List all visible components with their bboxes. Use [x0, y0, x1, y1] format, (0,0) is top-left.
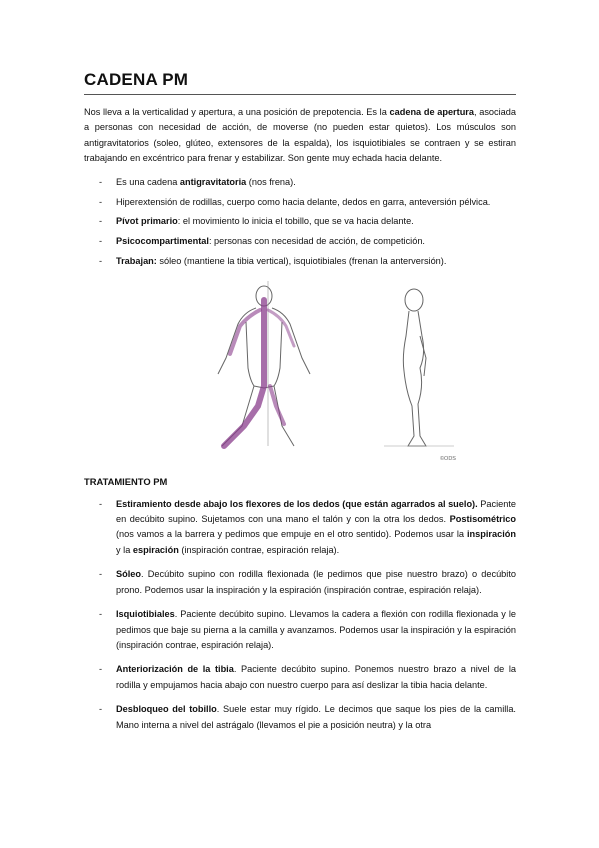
list-item: - Isquiotibiales. Paciente decúbito supino. Llevamos la cadera a flexión con rodilla flexionada y le pedimos que baje su pierna a la camilla y avanzamos. Podemos usar la inspiración y la espiración (inspiración contrae, espiración relaja).	[99, 609, 516, 650]
section-title: TRATAMIENTO PM	[84, 475, 168, 487]
list-item: - Pívot primario: el movimiento lo inicia el tobillo, que se va hacia delante.	[99, 216, 414, 227]
muscle-chain-figure	[84, 276, 516, 466]
list-item: - Trabajan: sóleo (mantiene la tibia vertical), isquiotibiales (frenan la anterversión).	[99, 256, 447, 267]
list-item: - Psicocompartimental: personas con necesidad de acción, de competición.	[99, 236, 425, 247]
list-item: - Sóleo. Decúbito supino con rodilla flexionada (le pedimos que pise nuestro brazo) o decúbito prono. Podemos usar la inspiración y la espiración (inspiración contrae, espiración relaja).	[99, 569, 516, 595]
intro-paragraph: Nos lleva a la verticalidad y apertura, a una posición de prepotencia. Es la cadena de apertura, asociada a personas con necesidad de acción, de moverse (no pueden estar quietos). Los músculos son antigravitatorios (soleo, glúteo, extensores de la espalda), los isquiotibiales se contraen y se estiran trabajando en excéntrico para frenar y estabilizar. Son gente muy echada hacia delante.	[84, 107, 516, 164]
list-item: - Anteriorización de la tibia. Paciente decúbito supino. Ponemos nuestro brazo a nivel de la rodilla y empujamos hacia abajo con nuestro cuerpo para así deslizar la tibia hacia delante.	[99, 664, 516, 690]
list-item: - Desbloqueo del tobillo. Suele estar muy rígido. Le decimos que saque los pies de la camilla. Mano interna a nivel del astrágalo (llevamos el pie a posición neutra) y la otra	[99, 704, 516, 730]
figure-caption: ©ODS	[440, 455, 456, 462]
treatment-list	[84, 497, 516, 733]
list-item: - Hiperextensión de rodillas, cuerpo como hacia delante, dedos en garra, anteversión pélvica.	[99, 196, 491, 207]
page-title: CADENA PM	[84, 70, 516, 95]
list-item: - Estiramiento desde abajo los flexores de los dedos (que están agarrados al suelo). Paciente en decúbito supino. Sujetamos con una mano el talón y con la otra los dedos. Postisométrico (nos vamos a la barrera y pedimos que empuje en el otro sentido). Podemos usar la inspiración y la espiración (inspiración contrae, espiración relaja).	[99, 498, 516, 555]
anatomy-illustration	[204, 276, 504, 466]
document-page	[84, 70, 516, 742]
characteristics-list	[84, 175, 516, 270]
muscle-chain-highlight	[224, 300, 294, 446]
side-view-figure	[384, 289, 454, 446]
list-item: - Es una cadena antigravitatoria (nos frena).	[99, 176, 296, 187]
